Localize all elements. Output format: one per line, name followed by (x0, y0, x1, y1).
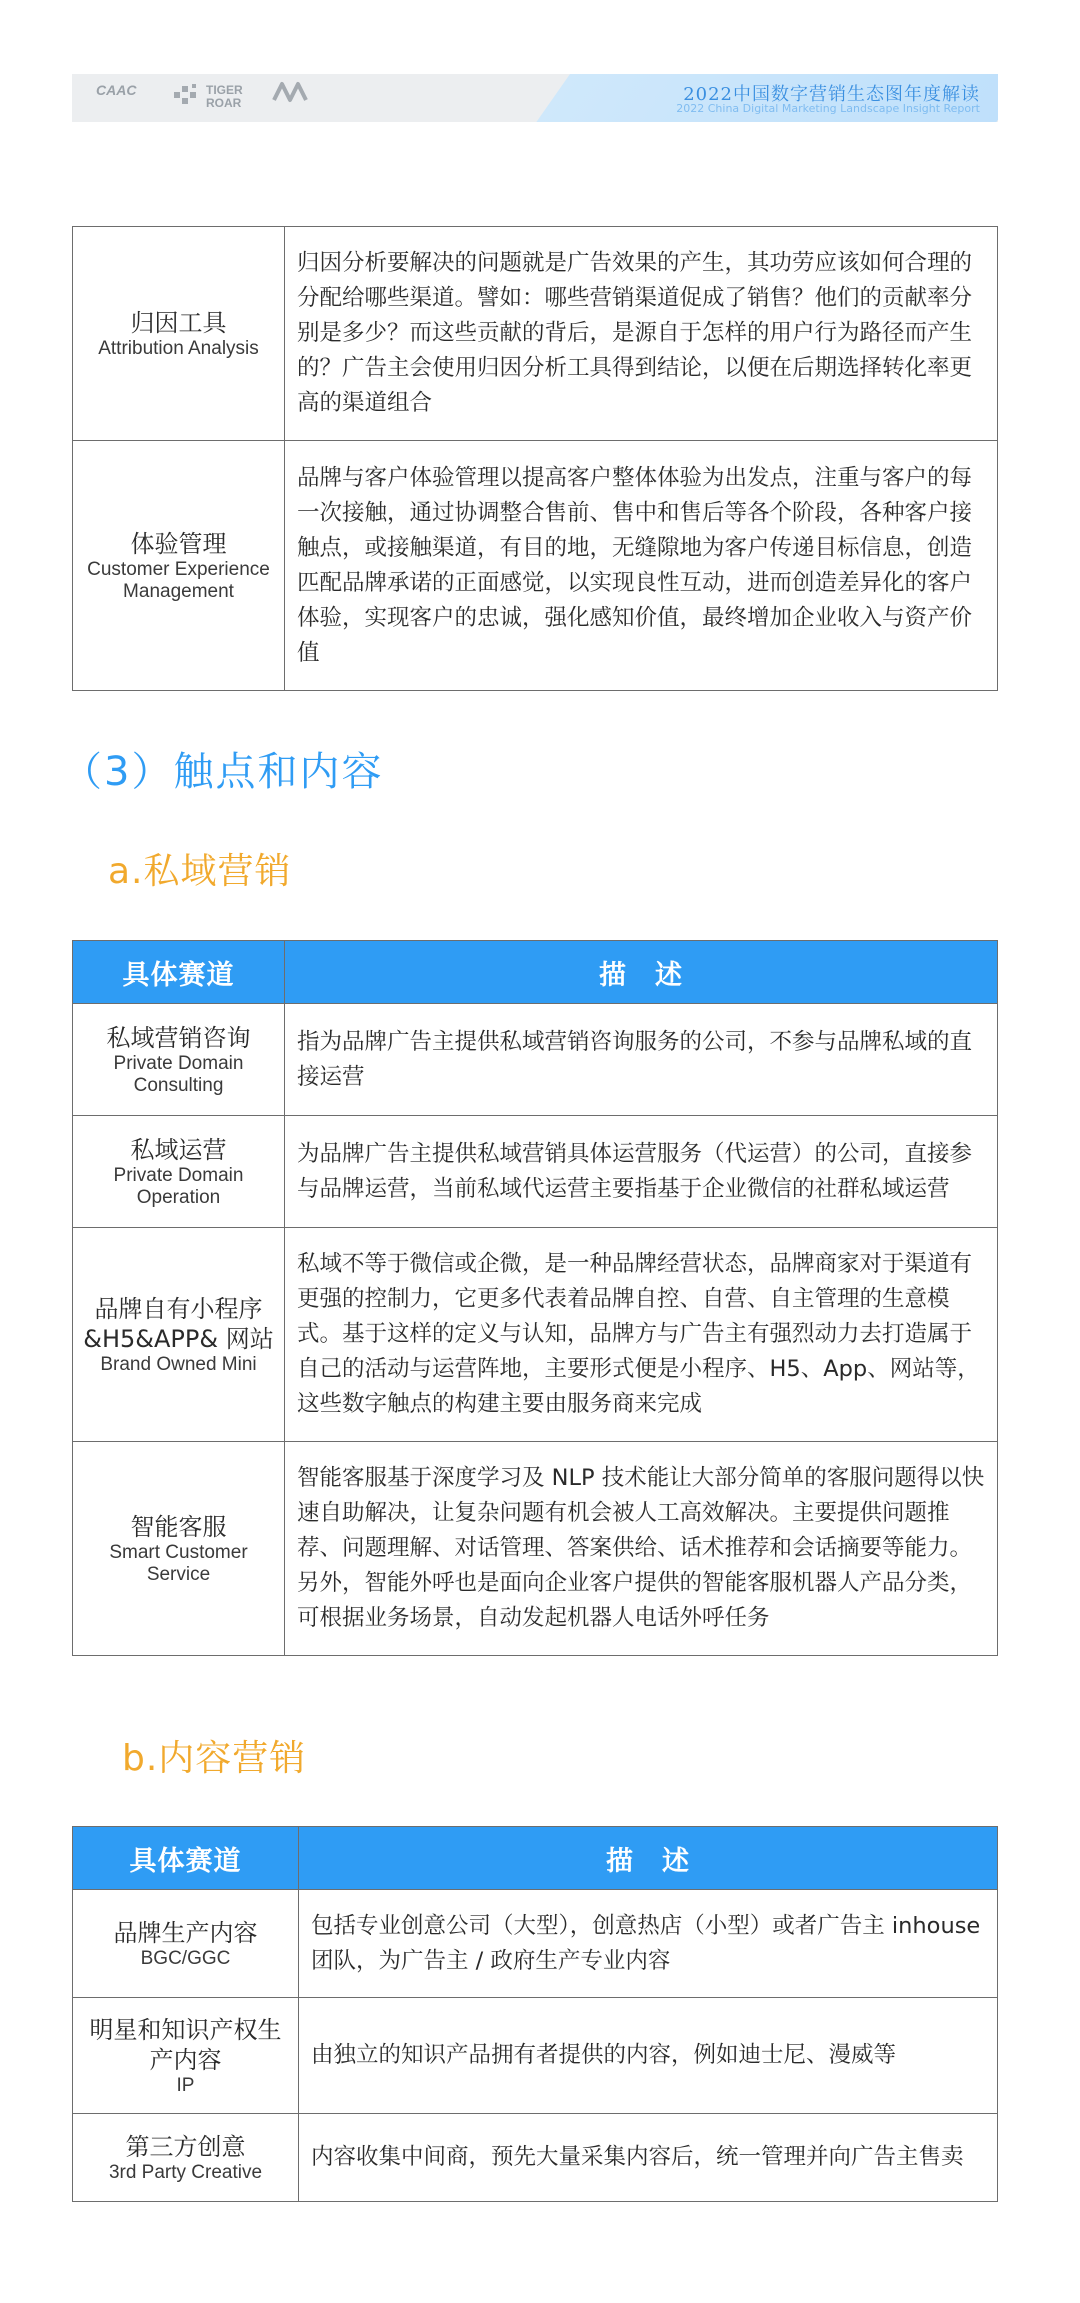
table-row (73, 1004, 998, 1116)
description-cell: 由独立的知识产品拥有者提供的内容，例如迪士尼、漫威等 (299, 1998, 998, 2114)
private-domain-table (72, 940, 998, 1656)
category-cell (73, 227, 285, 441)
category-cn: 私域营销咨询 (106, 1023, 251, 1052)
category-en: Brand Owned Mini (100, 1353, 257, 1375)
description-cell: 智能客服基于深度学习及 NLP 技术能让大部分简单的客服问题得以快速自助解决，让复杂问题有机会被人工高效解决。主要提供问题推荐、问题理解、对话管理、答案供给、话术推荐和会话摘要等能力。另外，智能外呼也是面向企业客户提供的智能客服机器人产品分类，可根据业务场景，自动发起机器人电话外呼任务 (285, 1442, 998, 1656)
description-cell: 归因分析要解决的问题就是广告效果的产生，其功劳应该如何合理的分配给哪些渠道。譬如：哪些营销渠道促成了销售？他们的贡献率分别是多少？而这些贡献的背后，是源自于怎样的用户行为路径而产生的？广告主会使用归因分析工具得到结论，以便在后期选择转化率更高的渠道组合 (285, 227, 998, 441)
description-cell: 内容收集中间商，预先大量采集内容后，统一管理并向广告主售卖 (299, 2114, 998, 2202)
category-cell (73, 1442, 285, 1656)
report-title: 2022中国数字营销生态图年度解读 (683, 84, 980, 105)
category-en: Attribution Analysis (98, 337, 259, 359)
tiger-logo-line1: TIGER (206, 83, 243, 97)
table-row (73, 1228, 998, 1442)
description-cell: 指为品牌广告主提供私域营销咨询服务的公司，不参与品牌私域的直接运营 (285, 1004, 998, 1116)
table-header-row (73, 1827, 998, 1890)
header-description: 描 述 (285, 941, 998, 1004)
subsection-heading-a: a.私域营销 (108, 851, 292, 892)
description-cell: 品牌与客户体验管理以提高客户整体体验为出发点，注重与客户的每一次接触，通过协调整合售前、售中和售后等各个阶段，各种客户接触点，或接触渠道，有目的地，无缝隙地为客户传递目标信息，创造匹配品牌承诺的正面感觉，以实现良性互动，进而创造差异化的客户体验，实现客户的忠诚，强化感知价值，最终增加企业收入与资产价值 (285, 441, 998, 691)
category-en: IP (176, 2074, 195, 2096)
tools-table (72, 226, 998, 691)
category-cell (73, 2114, 299, 2202)
header-track: 具体赛道 (73, 1827, 299, 1890)
tiger-logo-line2: ROAR (206, 96, 242, 110)
category-en: BGC/GGC (140, 1947, 231, 1969)
category-en: Smart Customer Service (109, 1541, 248, 1585)
wave-logo-icon (272, 80, 310, 104)
content-marketing-table (72, 1826, 998, 2202)
category-cn: 第三方创意 (125, 2132, 246, 2161)
category-en: 3rd Party Creative (108, 2161, 263, 2183)
category-cn: 智能客服 (130, 1512, 227, 1541)
section-heading: （3）触点和内容 (62, 749, 384, 795)
category-cn: 私域运营 (130, 1135, 227, 1164)
description-cell: 私域不等于微信或企微，是一种品牌经营状态，品牌商家对于渠道有更强的控制力，它更多代表着品牌自控、自营、自主管理的生意模式。基于这样的定义与认知，品牌方与广告主有强烈动力去打造属于自己的活动与运营阵地，主要形式便是小程序、H5、App、网站等，这些数字触点的构建主要由服务商来完成 (285, 1228, 998, 1442)
table-header-row (73, 941, 998, 1004)
category-cell (73, 1890, 299, 1998)
category-cell (73, 441, 285, 691)
category-cell (73, 1998, 299, 2114)
table-row (73, 1890, 998, 1998)
category-cn: 归因工具 (130, 308, 227, 337)
caac-logo: CAAC (96, 82, 137, 98)
category-en: Customer Experience Management (87, 558, 270, 602)
description-cell: 为品牌广告主提供私域营销具体运营服务（代运营）的公司，直接参与品牌运营，当前私域代运营主要指基于企业微信的社群私域运营 (285, 1116, 998, 1228)
subsection-heading-b: b.内容营销 (122, 1738, 307, 1779)
category-en: Private Domain Operation (113, 1164, 244, 1208)
table-row (73, 227, 998, 441)
category-cell (73, 1116, 285, 1228)
report-subtitle: 2022 China Digital Marketing Landscape Insight Report (676, 102, 980, 115)
category-cn: 明星和知识产权生产内容 (89, 2015, 282, 2074)
table-row (73, 2114, 998, 2202)
category-cell (73, 1004, 285, 1116)
header-track: 具体赛道 (73, 941, 285, 1004)
header-description: 描 述 (299, 1827, 998, 1890)
table-row (73, 1116, 998, 1228)
category-cn: 品牌自有小程序&H5&APP& 网站 (83, 1294, 274, 1353)
description-cell: 包括专业创意公司（大型），创意热店（小型）或者广告主 inhouse 团队，为广告主 / 政府生产专业内容 (299, 1890, 998, 1998)
tiger-roar-icon (172, 82, 202, 110)
category-cell (73, 1228, 285, 1442)
table-row (73, 441, 998, 691)
category-cn: 品牌生产内容 (113, 1918, 258, 1947)
table-row (73, 1998, 998, 2114)
category-en: Private Domain Consulting (113, 1052, 244, 1096)
header-banner (72, 74, 998, 122)
table-row (73, 1442, 998, 1656)
category-cn: 体验管理 (130, 529, 227, 558)
